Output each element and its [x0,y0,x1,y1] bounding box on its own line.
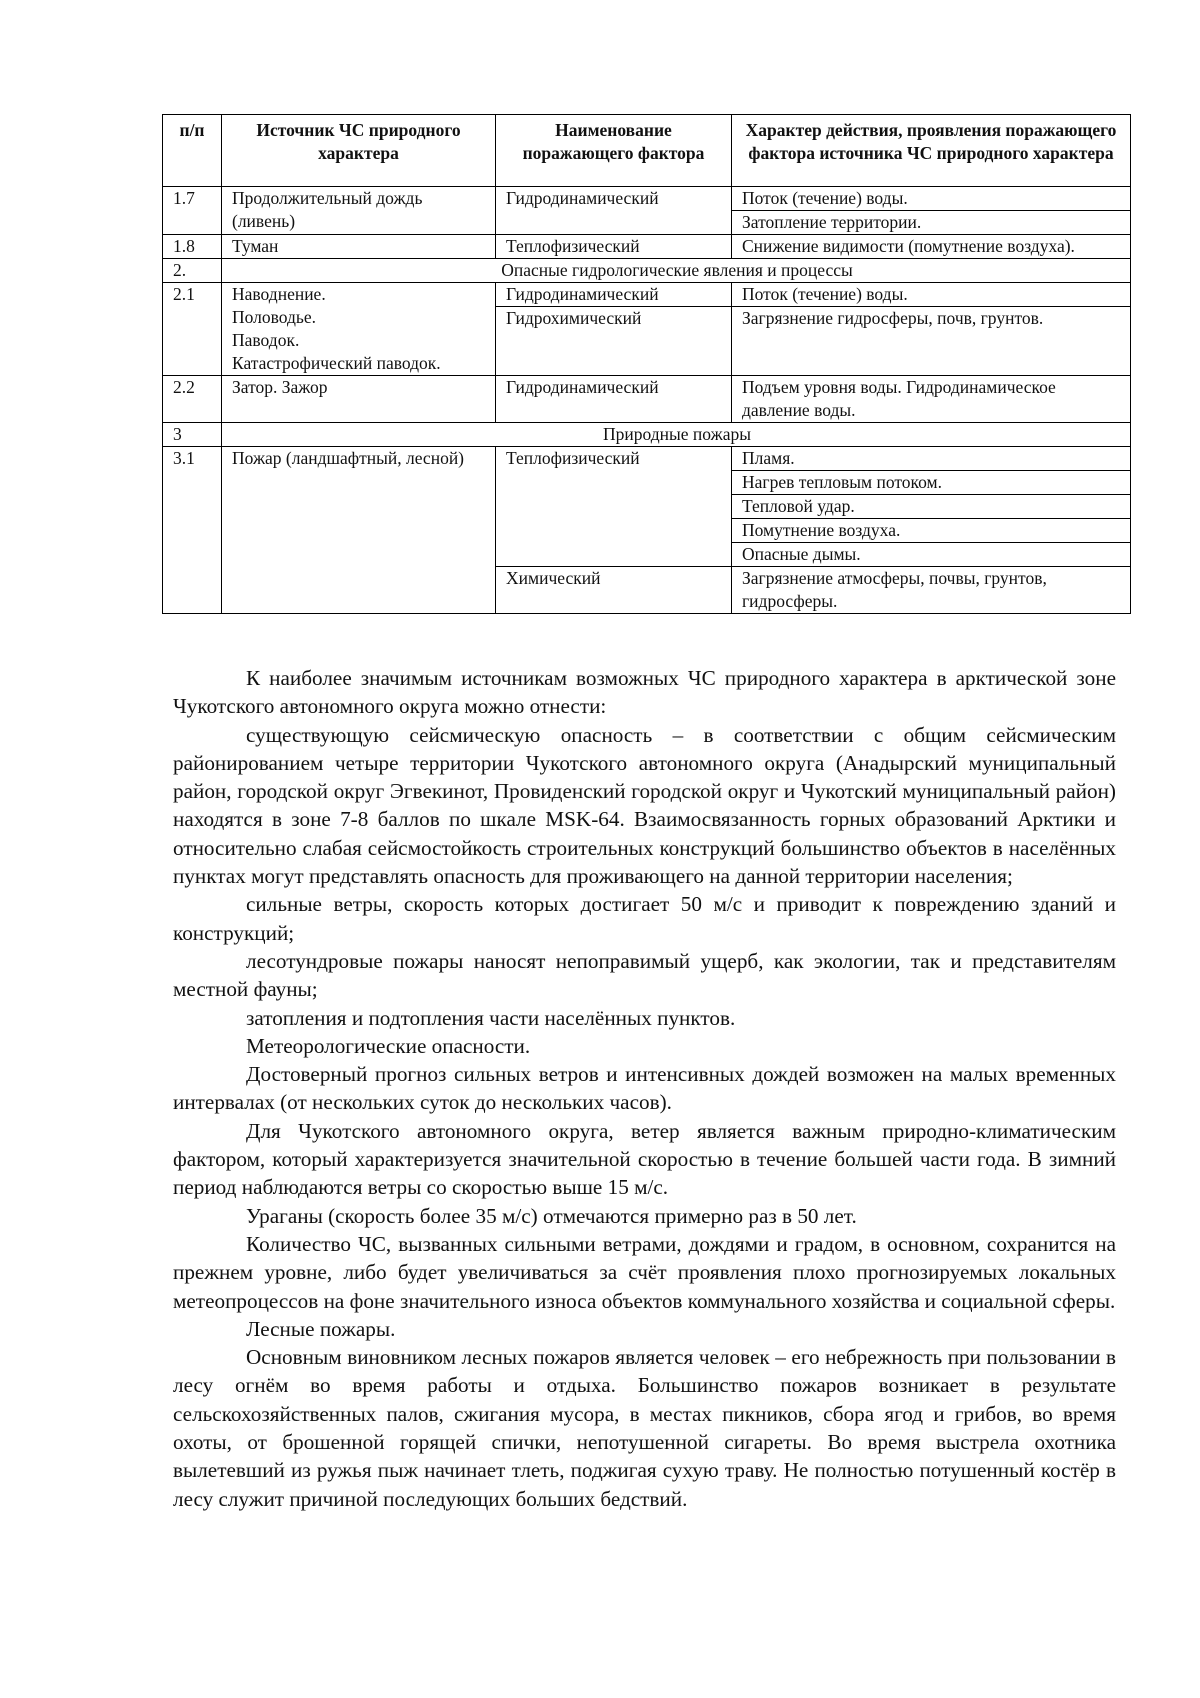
row-effect: Помутнение воздуха. [732,519,1131,543]
row-factor: Гидродинамический [496,283,732,307]
source-line: Наводнение. [232,284,326,304]
header-factor: Наименование поражающего фактора [496,115,732,187]
row-factor: Гидродинамический [496,376,732,423]
row-effect: Поток (течение) воды. [732,283,1131,307]
row-effect: Нагрев тепловым потоком. [732,471,1131,495]
table-row [163,376,1131,423]
row-factor: Теплофизический [496,447,732,567]
table-row [163,187,1131,211]
row-factor: Химический [496,567,732,614]
paragraph: К наиболее значимым источникам возможных ЧС природного характера в арктической зоне Чукотского автономного округа можно отнести: [173,666,1116,719]
row-effect: Снижение видимости (помутнение воздуха). [732,235,1131,259]
header-effect: Характер действия, проявления поражающего фактора источника ЧС природного характера [732,115,1131,187]
source-line: Паводок. [232,330,300,350]
header-num: п/п [163,115,222,187]
row-effect: Тепловой удар. [732,495,1131,519]
row-effect: Поток (течение) воды. [732,187,1131,211]
row-num: 1.7 [163,187,222,235]
table-section-row [163,423,1131,447]
paragraph: сильные ветры, скорость которых достигает 50 м/с и приводит к повреждению зданий и конструкций; [173,892,1116,945]
table-row [163,447,1131,471]
paragraph: существующую сейсмическую опасность – в соответствии с общим сейсмическим районированием четыре территории Чукотского автономного округа (Анадырский муниципальный район, городской округ Эгвекинот, Провиденский городской округ и Чукотский муниципальный район) находятся в зоне 7-8 баллов по шкале MSK-64. Взаимосвязанность горных образований Арктики и относительно слабая сейсмостойкость строительных конструкций большинство объектов в населённых пунктах могут представлять опасность для проживающего на данной территории населения; [173,722,1116,889]
source-line: Половодье. [232,307,317,327]
section-title: Природные пожары [222,423,1131,447]
paragraph: Основным виновником лесных пожаров является человек – его небрежность при пользовании в лесу огнём во время работы и отдыха. Большинство пожаров возникает в результате сельскохозяйственных палов, сжигания мусора, в местах пикников, сбора ягод и грибов, во время охоты, от брошенной горящей спички, непотушенной сигареты. Во время выстрела охотника вылетевший из ружья пыж начинает тлеть, поджигая сухую траву. Не полностью потушенный костёр в лесу служит причиной последующих больших бедствий. [173,1345,1116,1511]
paragraph: Ураганы (скорость более 35 м/с) отмечаются примерно раз в 50 лет. [246,1203,857,1228]
paragraph: Метеорологические опасности. [246,1033,531,1058]
source-line: Катастрофический паводок. [232,353,441,373]
section-title: Опасные гидрологические явления и процессы [222,259,1131,283]
row-source: Туман [222,235,496,259]
paragraph: Достоверный прогноз сильных ветров и интенсивных дождей возможен на малых временных интервалах (от нескольких суток до нескольких часов). [173,1062,1116,1115]
row-effect: Загрязнение атмосферы, почвы, грунтов, гидросферы. [732,567,1131,614]
hazard-table [162,114,1131,614]
body-text [173,664,1116,1513]
paragraph: Для Чукотского автономного округа, ветер является важным природно-климатическим фактором, который характеризуется значительной скоростью в течение большей части года. В зимний период наблюдаются ветры со скоростью выше 15 м/с. [173,1118,1116,1200]
row-source: Пожар (ландшафтный, лесной) [222,447,496,614]
row-factor: Гидродинамический [496,187,732,235]
row-num: 2.1 [163,283,222,376]
paragraph: лесотундровые пожары наносят непоправимый ущерб, как экологии, так и представителям местной фауны; [173,948,1116,1002]
row-num: 3.1 [163,447,222,614]
row-effect: Опасные дымы. [732,543,1131,567]
row-effect: Загрязнение гидросферы, почв, грунтов. [732,307,1131,376]
table-row [163,283,1131,307]
row-source: Затор. Зажор [222,376,496,423]
paragraph: затопления и подтопления части населённых пунктов. [246,1005,736,1030]
table-header-row [163,115,1131,187]
section-num: 2. [163,259,222,283]
section-num: 3 [163,423,222,447]
row-factor: Гидрохимический [496,307,732,376]
paragraph: Лесные пожары. [246,1316,396,1341]
table-row [163,235,1131,259]
row-effect: Пламя. [732,447,1131,471]
row-effect: Подъем уровня воды. Гидродинамическое давление воды. [732,376,1131,423]
header-source: Источник ЧС природного характера [222,115,496,187]
row-num: 1.8 [163,235,222,259]
table-section-row [163,259,1131,283]
row-effect: Затопление территории. [732,211,1131,235]
row-num: 2.2 [163,376,222,423]
row-source: Продолжительный дождь (ливень) [222,187,496,235]
row-source [222,283,496,376]
row-factor: Теплофизический [496,235,732,259]
paragraph: Количество ЧС, вызванных сильными ветрами, дождями и градом, в основном, сохранится на прежнем уровне, либо будет увеличиваться за счёт проявления плохо прогнозируемых локальных метеопроцессов на фоне значительного износа объектов коммунального хозяйства и социальной сферы. [173,1231,1116,1313]
